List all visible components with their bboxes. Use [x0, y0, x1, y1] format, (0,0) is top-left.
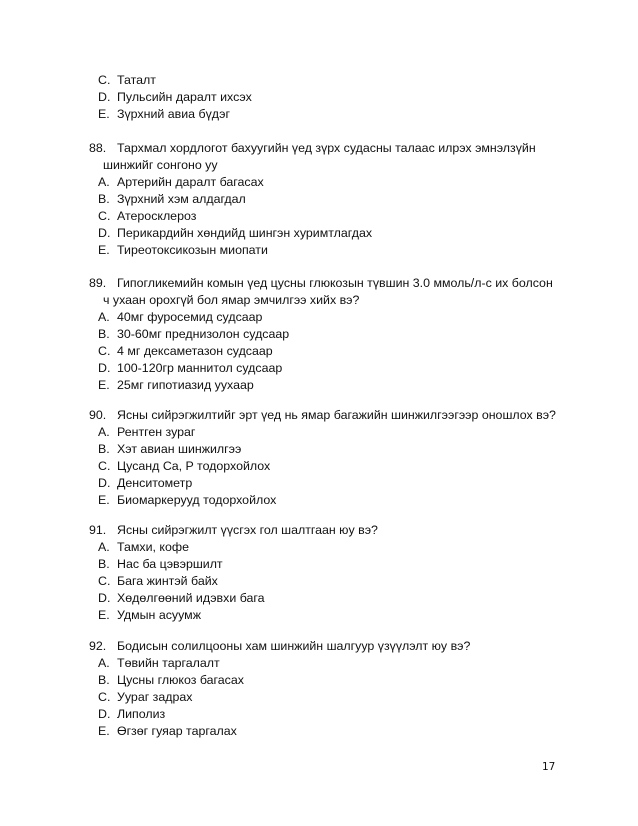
question-number: 88.: [89, 141, 107, 155]
question-text: Ясны сийрэгжилтийг эрт үед нь ямар багажийн шинжилгээгээр оношлох вэ?: [117, 408, 556, 422]
option-letter: A.: [98, 310, 110, 324]
option-letter: B.: [98, 557, 110, 571]
option-letter: E.: [98, 608, 110, 622]
option-letter: A.: [98, 425, 110, 439]
option-text: Зүрхний хэм алдагдал: [117, 192, 246, 206]
option-letter: B.: [98, 442, 110, 456]
option-text: Липолиз: [117, 707, 166, 721]
option-text: Атеросклероз: [117, 209, 197, 223]
option-text: Денситометр: [117, 476, 193, 490]
option-text: Артерийн даралт багасах: [117, 175, 264, 189]
option-text: 30-60мг преднизолон судсаар: [117, 327, 290, 341]
question-text: Бодисын солилцооны хам шинжийн шалгуур үзүүлэлт юу вэ?: [117, 639, 471, 653]
option-text: Пульсийн даралт ихсэх: [117, 90, 252, 104]
option-letter: B.: [98, 327, 110, 341]
option-text: Төвийн таргалалт: [117, 656, 220, 670]
option-text: Рентген зураг: [117, 425, 196, 439]
option-text: Таталт: [117, 73, 156, 87]
option-letter: C.: [98, 209, 111, 223]
option-letter: D.: [98, 90, 111, 104]
option-letter: E.: [98, 724, 110, 738]
option-letter: E.: [98, 243, 110, 257]
option-text: Биомаркерууд тодорхойлох: [117, 493, 277, 507]
question-text: ч ухаан орохгүй бол ямар эмчилгээ хийх вэ?: [103, 293, 360, 307]
option-text: Хэт авиан шинжилгээ: [117, 442, 242, 456]
option-letter: C.: [98, 73, 111, 87]
option-text: Нас ба цэвэршилт: [117, 557, 223, 571]
option-text: 4 мг дексаметазон судсаар: [117, 344, 273, 358]
option-letter: A.: [98, 656, 110, 670]
question-number: 91.: [89, 523, 107, 537]
option-letter: E.: [98, 493, 110, 507]
option-text: 100-120гр маннитол судсаар: [117, 361, 283, 375]
option-letter: E.: [98, 378, 110, 392]
option-text: Хөдөлгөөний идэвхи бага: [117, 591, 265, 605]
option-letter: B.: [98, 673, 110, 687]
option-letter: A.: [98, 540, 110, 554]
option-text: Уураг задрах: [117, 690, 193, 704]
option-letter: C.: [98, 690, 111, 704]
option-letter: A.: [98, 175, 110, 189]
option-letter: B.: [98, 192, 110, 206]
option-letter: D.: [98, 361, 111, 375]
option-letter: D.: [98, 707, 111, 721]
option-letter: D.: [98, 226, 111, 240]
option-letter: C.: [98, 459, 111, 473]
option-text: Бага жинтэй байх: [117, 574, 218, 588]
option-letter: D.: [98, 476, 111, 490]
option-text: Өгзөг гуяар таргалах: [117, 724, 237, 738]
option-text: 40мг фуросемид судсаар: [117, 310, 263, 324]
question-number: 90.: [89, 408, 107, 422]
option-letter: C.: [98, 574, 111, 588]
option-text: Удмын асуумж: [117, 608, 201, 622]
option-letter: C.: [98, 344, 111, 358]
option-text: 25мг гипотиазид уухаар: [117, 378, 254, 392]
option-letter: E.: [98, 107, 110, 121]
question-text: Гипогликемийн комын үед цусны глюкозын түвшин 3.0 ммоль/л-с их болсон: [117, 276, 553, 290]
question-number: 89.: [89, 276, 107, 290]
question-text: Ясны сийрэгжилт үүсгэх гол шалтгаан юу вэ?: [117, 523, 378, 537]
option-text: Тиреотоксикозын миопати: [117, 243, 268, 257]
option-letter: D.: [98, 591, 111, 605]
option-text: Перикардийн хөндийд шингэн хуримтлагдах: [117, 226, 373, 240]
page-number: 17: [542, 761, 556, 773]
question-text: Тархмал хордлогот бахуугийн үед зүрх судасны талаас илрэх эмнэлзүйн: [117, 141, 536, 155]
option-text: Цусанд Ca, P тодорхойлох: [117, 459, 271, 473]
question-number: 92.: [89, 639, 107, 653]
option-text: Зүрхний авиа бүдэг: [117, 107, 230, 121]
question-text: шинжийг сонгоно уу: [103, 158, 218, 172]
option-text: Цусны глюкоз багасах: [117, 673, 244, 687]
option-text: Тамхи, кофе: [117, 540, 189, 554]
